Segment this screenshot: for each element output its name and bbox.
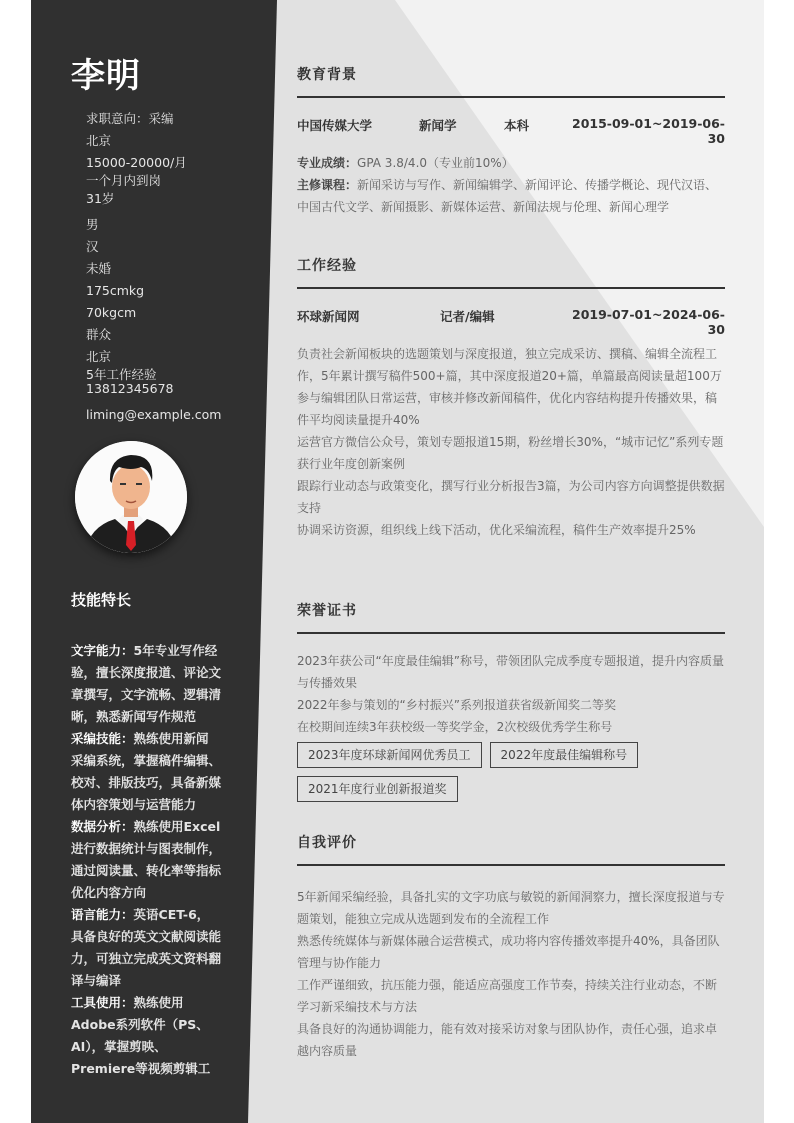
skill-item bbox=[71, 992, 221, 1080]
section-divider bbox=[297, 287, 725, 289]
honor-item: 2022年参与策划的“乡村振兴”系列报道获省级新闻奖二等奖 bbox=[297, 698, 616, 712]
job-intention: 求职意向：采编 bbox=[86, 111, 174, 126]
skill-item bbox=[71, 904, 221, 992]
person-avatar-icon bbox=[75, 441, 187, 553]
skill-text: 熟练使用Excel进行数据统计与图表制作，通过阅读量、转化率等指标优化内容方向 bbox=[71, 819, 222, 900]
availability: 一个月内到岗 bbox=[86, 173, 162, 188]
age: 31岁 bbox=[86, 191, 115, 206]
education-header bbox=[297, 116, 725, 146]
self-evaluation-section bbox=[297, 832, 725, 1062]
work-period: 2019-07-01~2024-06-30 bbox=[572, 307, 725, 337]
skill-text: 英语CET-6，具备良好的英文文献阅读能力，可独立完成英文资料翻译与编译 bbox=[71, 907, 222, 988]
honors-section bbox=[297, 600, 725, 802]
position: 记者/编辑 bbox=[440, 309, 495, 324]
degree: 本科 bbox=[504, 118, 530, 133]
school: 中国传媒大学 bbox=[297, 118, 373, 133]
height: 175cmkg bbox=[86, 283, 145, 298]
ethnicity: 汉 bbox=[86, 239, 99, 254]
skill-label: 采编技能： bbox=[71, 731, 134, 746]
section-title: 教育背景 bbox=[297, 67, 357, 83]
self-eval-list bbox=[297, 886, 725, 1062]
work-header bbox=[297, 307, 725, 337]
skill-text: 熟练使用新闻采编系统，掌握稿件编辑、校对、排版技巧，具备新媒体内容策划与运营能力 bbox=[71, 731, 222, 812]
sidebar bbox=[31, 0, 277, 1123]
work-section bbox=[297, 255, 725, 541]
self-eval-item: 5年新闻采编经验，具备扎实的文字功底与敏锐的新闻洞察力，擅长深度报道与专题策划，能独立完成从选题到发布的全流程工作 bbox=[297, 890, 725, 926]
weight: 70kgcm bbox=[86, 305, 137, 320]
certificate-badge: 2021年度行业创新报道奖 bbox=[297, 776, 458, 802]
phone: 13812345678 bbox=[86, 381, 174, 396]
skill-text: 5年专业写作经验，擅长深度报道、评论文章撰写，文字流畅、逻辑清晰，熟悉新闻写作规范 bbox=[71, 643, 222, 724]
education-section bbox=[297, 64, 725, 218]
email: liming@example.com bbox=[86, 407, 222, 422]
skill-item bbox=[71, 816, 221, 904]
education-period: 2015-09-01~2019-06-30 bbox=[572, 116, 725, 146]
skill-label: 文字能力： bbox=[71, 643, 134, 658]
self-eval-item: 具备良好的沟通协调能力，能有效对接采访对象与团队协作，责任心强，追求卓越内容质量 bbox=[297, 1022, 718, 1058]
work-duties bbox=[297, 343, 725, 541]
gpa bbox=[297, 152, 725, 174]
section-divider bbox=[297, 632, 725, 634]
skill-label: 数据分析： bbox=[71, 819, 134, 834]
skill-label: 工具使用： bbox=[71, 995, 134, 1010]
expected-salary: 15000-20000/月 bbox=[86, 155, 187, 170]
skill-item bbox=[71, 728, 221, 816]
avatar bbox=[75, 441, 187, 553]
duty-item: 跟踪行业动态与政策变化，撰写行业分析报告3篇，为公司内容方向调整提供数据支持 bbox=[297, 479, 725, 515]
skill-item bbox=[71, 640, 221, 728]
self-eval-item: 工作严谨细致，抗压能力强，能适应高强度工作节奏，持续关注行业动态，不断学习新采编技术与方法 bbox=[297, 978, 718, 1014]
location: 北京 bbox=[86, 133, 112, 148]
company: 环球新闻网 bbox=[297, 309, 360, 324]
resume-page bbox=[31, 0, 764, 1123]
major: 新闻学 bbox=[419, 118, 457, 133]
section-divider bbox=[297, 96, 725, 98]
marital-status: 未婚 bbox=[86, 261, 112, 276]
honor-list bbox=[297, 650, 725, 738]
hometown: 北京 bbox=[86, 349, 112, 364]
personal-info bbox=[86, 108, 221, 426]
section-title: 工作经验 bbox=[297, 258, 357, 274]
duty-item: 协调采访资源，组织线上线下活动，优化采编流程，稿件生产效率提升25% bbox=[297, 523, 696, 537]
gender: 男 bbox=[86, 217, 99, 232]
section-title: 自我评价 bbox=[297, 835, 357, 851]
candidate-name: 李明 bbox=[71, 56, 141, 96]
section-divider bbox=[297, 864, 725, 866]
work-years: 5年工作经验 bbox=[86, 367, 157, 382]
certificate-badge: 2023年度环球新闻网优秀员工 bbox=[297, 742, 482, 768]
gpa-label: 专业成绩： bbox=[297, 156, 358, 170]
certificate-badge: 2022年度最佳编辑称号 bbox=[490, 742, 639, 768]
section-title: 荣誉证书 bbox=[297, 603, 357, 619]
courses bbox=[297, 174, 725, 218]
courses-value: 新闻采访与写作、新闻编辑学、新闻评论、传播学概论、现代汉语、中国古代文学、新闻摄影、新媒体运营、新闻法规与伦理、新闻心理学 bbox=[297, 178, 718, 214]
duty-item: 运营官方微信公众号，策划专题报道15期，粉丝增长30%，“城市记忆”系列专题获行业年度创新案例 bbox=[297, 435, 724, 471]
skills-list bbox=[71, 640, 221, 1080]
honor-item: 2023年获公司“年度最佳编辑”称号，带领团队完成季度专题报道，提升内容质量与传播效果 bbox=[297, 654, 724, 690]
skills-title: 技能特长 bbox=[71, 591, 132, 609]
honor-item: 在校期间连续3年获校级一等奖学金，2次校级优秀学生称号 bbox=[297, 720, 613, 734]
political-status: 群众 bbox=[86, 327, 112, 342]
courses-label: 主修课程： bbox=[297, 178, 358, 192]
skill-text: 熟练使用Adobe系列软件（PS、AI），掌握剪映、Premiere等视频剪辑工 bbox=[71, 995, 211, 1076]
duty-item: 参与编辑团队日常运营，审核并修改新闻稿件，优化内容结构提升传播效果，稿件平均阅读量提升40% bbox=[297, 391, 718, 427]
self-eval-item: 熟悉传统媒体与新媒体融合运营模式，成功将内容传播效率提升40%，具备团队管理与协作能力 bbox=[297, 934, 720, 970]
skill-label: 语言能力： bbox=[71, 907, 134, 922]
gpa-value: GPA 3.8/4.0（专业前10%） bbox=[357, 156, 514, 170]
certificate-badges bbox=[297, 742, 725, 802]
duty-item: 负责社会新闻板块的选题策划与深度报道，独立完成采访、撰稿、编辑全流程工作，5年累计撰写稿件500+篇，其中深度报道20+篇，单篇最高阅读量超100万 bbox=[297, 347, 722, 383]
